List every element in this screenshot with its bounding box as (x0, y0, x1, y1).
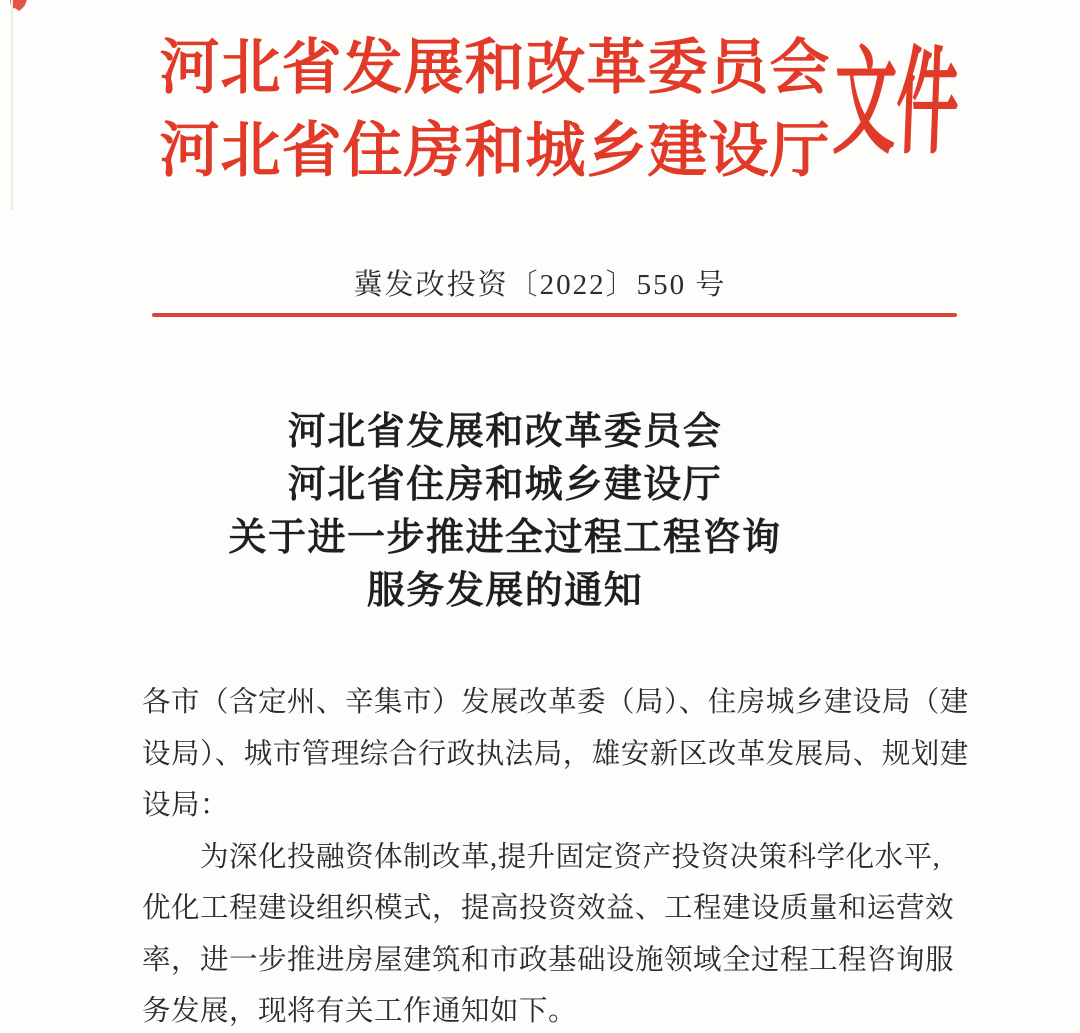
paragraph-line: 务发展，现将有关工作通知如下。 (142, 996, 578, 1027)
paragraph-line: 率，进一步推进房屋建筑和市政基础设施领域全过程工程咨询服 (142, 944, 955, 976)
letterhead-agency-line-2: 河北省住房和城乡建设厅 (159, 118, 831, 184)
addressee-line: 设局： (142, 790, 230, 821)
paragraph-line: 优化工程建设组织模式，提高投资效益、工程建设质量和运营效 (142, 893, 955, 924)
paragraph-line: 为深化投融资体制改革,提升固定资产投资决策科学化水平, (200, 841, 941, 873)
document-title-line-4: 服务发展的通知 (366, 570, 644, 612)
letterhead-doc-type-label: 文件 (831, 39, 962, 169)
document-body (142, 677, 969, 1033)
document-title (0, 406, 1010, 618)
document-number: 冀发改投资〔2022〕550 号 (353, 269, 727, 301)
document-title-line-3: 关于进一步推进全过程工程咨询 (228, 517, 782, 559)
document-title-line-2: 河北省住房和城乡建设厅 (287, 464, 723, 506)
addressee-line: 设局）、城市管理综合行政执法局，雄安新区改革发展局、规划建 (142, 738, 969, 770)
document-title-line-1: 河北省发展和改革委员会 (287, 411, 723, 453)
scan-edge-line (11, 0, 13, 210)
addressee-line: 各市（含定州、辛集市）发展改革委（局）、住房城乡建设局（建 (142, 687, 969, 718)
letterhead-red-rule (152, 313, 957, 317)
letterhead-agency-line-1: 河北省发展和改革委员会 (159, 35, 831, 101)
letterhead-agencies (135, 27, 855, 193)
